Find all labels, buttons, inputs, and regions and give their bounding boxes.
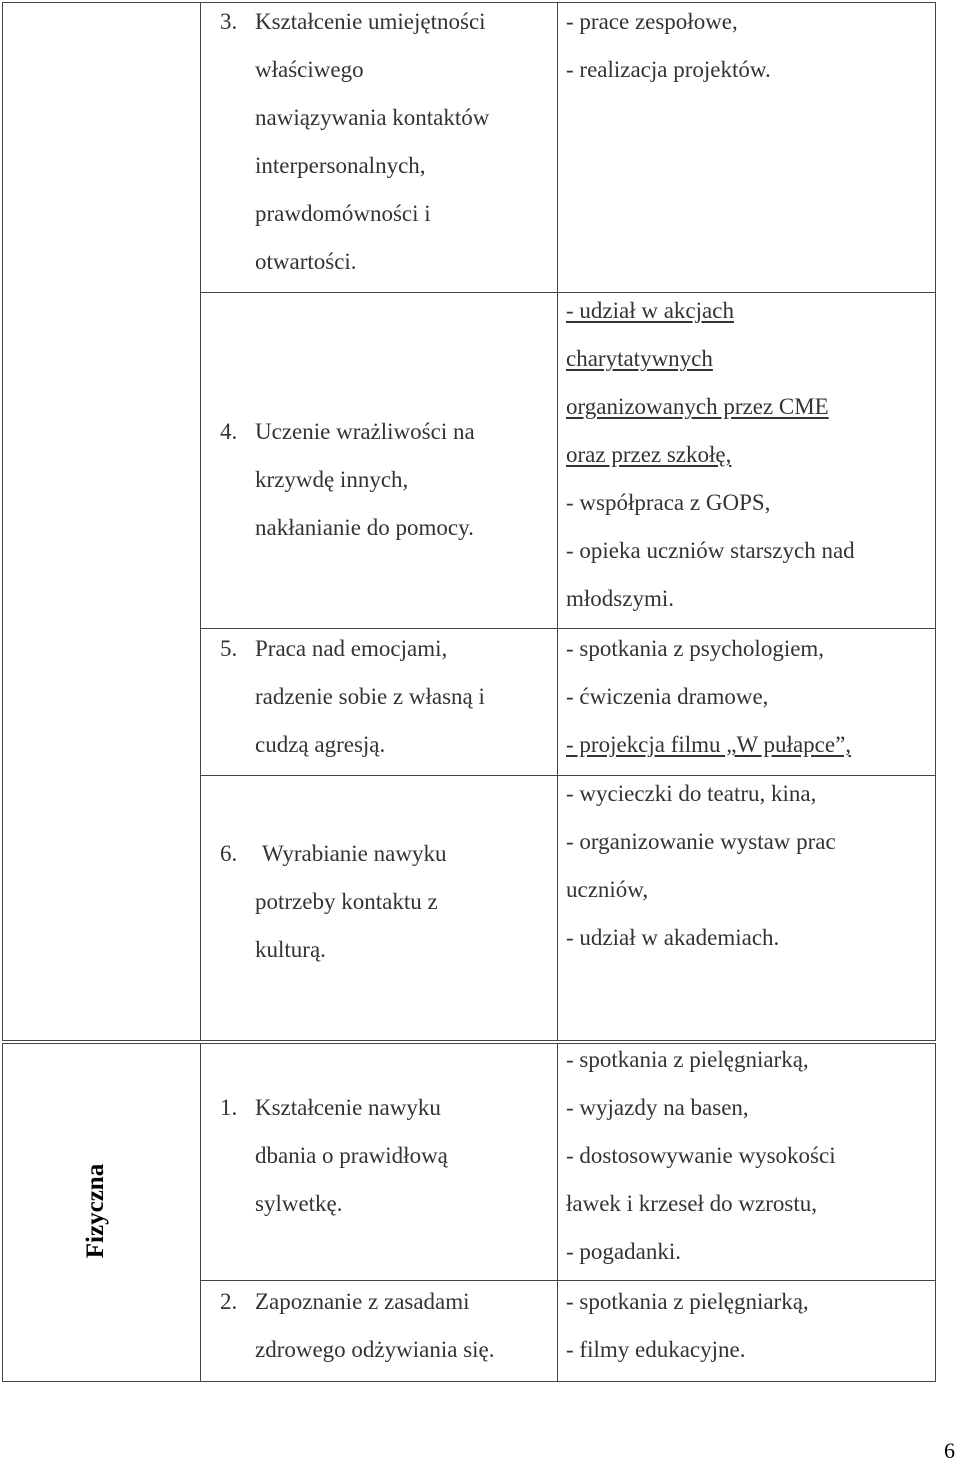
goal-number: 4. <box>220 419 238 444</box>
table-a-right-border <box>935 2 936 1041</box>
goal-number: 1. <box>220 1095 238 1120</box>
table-b-left-border <box>2 1043 3 1382</box>
table-b-bottom-border <box>2 1381 936 1382</box>
goal-number: 3. <box>220 9 238 34</box>
category-label: Fizyczna <box>82 1163 109 1259</box>
table-a-left-border <box>2 2 3 1041</box>
page-number: 6 <box>944 1438 955 1463</box>
goal-number: 5. <box>220 636 238 661</box>
table-a-col-divider-2 <box>557 2 558 1041</box>
goal-number: 2. <box>220 1289 238 1314</box>
table-a-col-divider-1 <box>200 2 201 1041</box>
table-b-right-border <box>935 1043 936 1382</box>
table-b-col-divider-1 <box>200 1043 201 1382</box>
table-b-col-divider-2 <box>557 1043 558 1382</box>
goal-number: 6. <box>220 841 238 866</box>
